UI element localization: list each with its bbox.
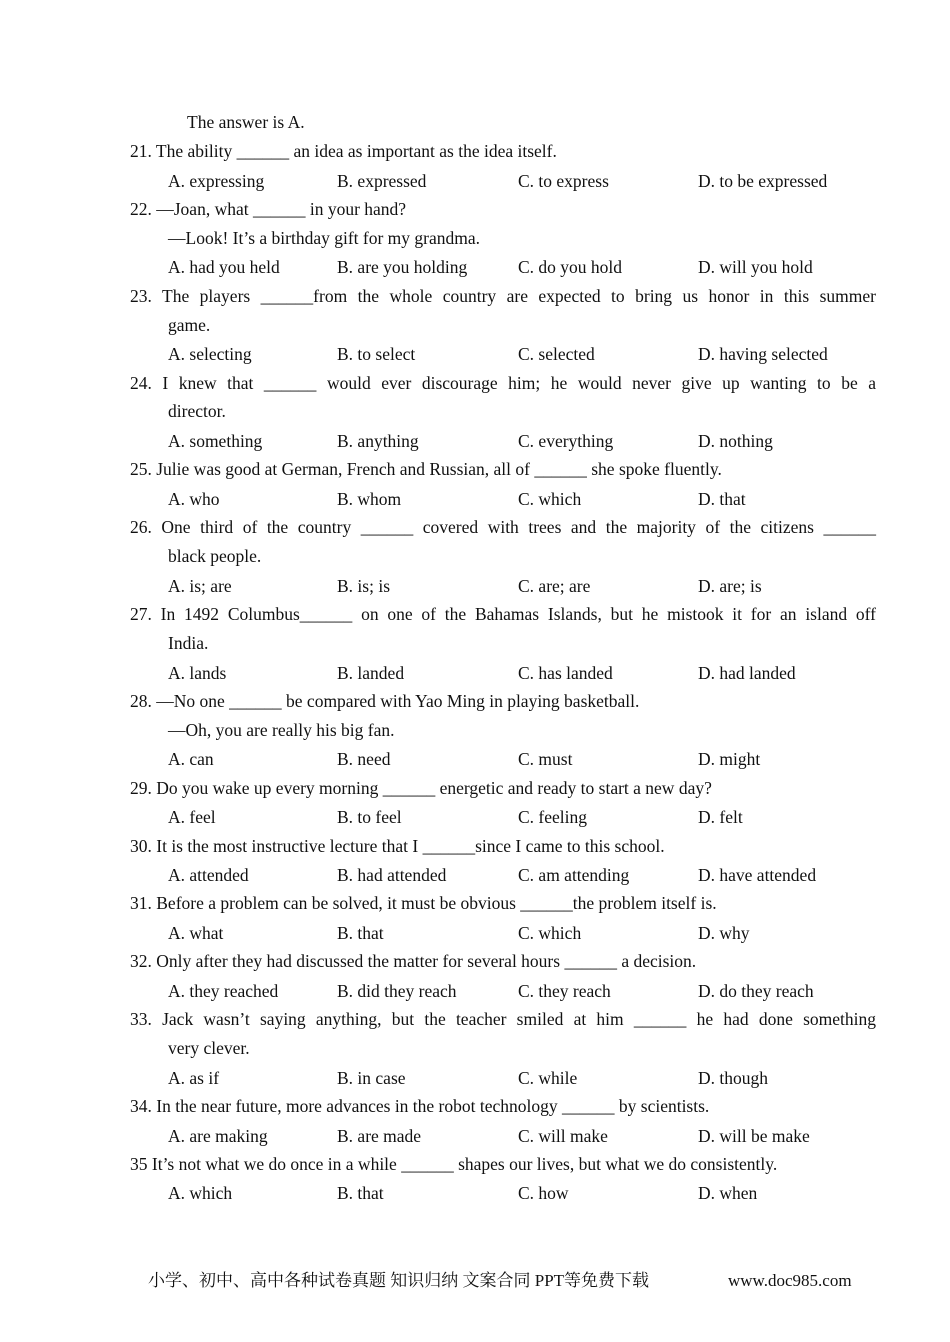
option-c: C. must (518, 749, 573, 769)
option-a: A. lands (168, 663, 227, 683)
question-stem: 24. I knew that ______ would ever discourage him; he would never give up wanting to be a (130, 373, 876, 393)
option-b: B. in case (337, 1068, 406, 1088)
option-d: D. having selected (698, 344, 828, 364)
option-d: D. though (698, 1068, 768, 1088)
option-b: B. had attended (337, 865, 447, 885)
option-d: D. why (698, 923, 750, 943)
option-c: C. am attending (518, 865, 630, 885)
option-c: C. selected (518, 344, 595, 364)
question-stem: 25. Julie was good at German, French and Russian, all of ______ she spoke fluently. (130, 459, 722, 479)
option-c: C. will make (518, 1126, 608, 1146)
question-stem-continuation: India. (168, 633, 209, 653)
answer-note: The answer is A. (187, 112, 305, 132)
question-stem: 28. —No one ______ be compared with Yao Ming in playing basketball. (130, 691, 640, 711)
question-stem-continuation: black people. (168, 546, 262, 566)
option-c: C. while (518, 1068, 578, 1088)
question-stem-continuation: game. (168, 315, 211, 335)
question-stem: 21. The ability ______ an idea as important as the idea itself. (130, 141, 557, 161)
option-b: B. that (337, 923, 384, 943)
footer-link[interactable]: www.doc985.com (728, 1271, 852, 1290)
option-b: B. did they reach (337, 981, 457, 1001)
question-stem-continuation: very clever. (168, 1038, 250, 1058)
option-a: A. can (168, 749, 214, 769)
option-c: C. are; are (518, 576, 591, 596)
option-d: D. will you hold (698, 257, 813, 277)
question-stem: 30. It is the most instructive lecture that I ______since I came to this school. (130, 836, 665, 856)
option-a: A. they reached (168, 981, 279, 1001)
option-a: A. who (168, 489, 220, 509)
option-b: B. need (337, 749, 391, 769)
option-b: B. landed (337, 663, 405, 683)
question-stem: 27. In 1492 Columbus______ on one of the Bahamas Islands, but he mistook it for an island off (130, 604, 876, 624)
option-a: A. are making (168, 1126, 268, 1146)
option-d: D. do they reach (698, 981, 814, 1001)
option-d: D. are; is (698, 576, 762, 596)
option-d: D. that (698, 489, 746, 509)
question-stem: 23. The players ______from the whole country are expected to bring us honor in this summer (130, 286, 876, 306)
option-c: C. they reach (518, 981, 611, 1001)
option-d: D. nothing (698, 431, 773, 451)
option-b: B. is; is (337, 576, 391, 596)
option-c: C. to express (518, 171, 609, 191)
option-a: A. something (168, 431, 263, 451)
option-b: B. are you holding (337, 257, 468, 277)
option-d: D. when (698, 1183, 758, 1203)
option-d: D. might (698, 749, 761, 769)
option-c: C. everything (518, 431, 614, 451)
question-stem: 35 It’s not what we do once in a while ______ shapes our lives, but what we do consistently. (130, 1154, 778, 1174)
question-stem-continuation: —Look! It’s a birthday gift for my grandma. (168, 228, 481, 248)
option-c: C. feeling (518, 807, 588, 827)
option-b: B. to feel (337, 807, 402, 827)
option-d: D. to be expressed (698, 171, 828, 191)
option-d: D. felt (698, 807, 743, 827)
question-stem: 26. One third of the country ______ covered with trees and the majority of the citizens ______ (130, 517, 876, 537)
option-a: A. selecting (168, 344, 252, 364)
question-stem: 31. Before a problem can be solved, it must be obvious ______the problem itself is. (130, 893, 717, 913)
option-d: D. have attended (698, 865, 817, 885)
option-b: B. that (337, 1183, 384, 1203)
question-stem: 22. —Joan, what ______ in your hand? (130, 199, 407, 219)
option-c: C. which (518, 489, 582, 509)
option-a: A. feel (168, 807, 216, 827)
option-b: B. expressed (337, 171, 427, 191)
option-d: D. will be make (698, 1126, 810, 1146)
option-a: A. what (168, 923, 224, 943)
footer-text: 小学、初中、高中各种试卷真题 知识归纳 文案合同 PPT等免费下载 (148, 1271, 650, 1290)
option-b: B. whom (337, 489, 402, 509)
question-stem: 33. Jack wasn’t saying anything, but the teacher smiled at him ______ he had done something (130, 1009, 876, 1029)
option-c: C. which (518, 923, 582, 943)
option-a: A. as if (168, 1068, 220, 1088)
option-b: B. to select (337, 344, 416, 364)
option-a: A. which (168, 1183, 233, 1203)
option-a: A. had you held (168, 257, 280, 277)
option-c: C. how (518, 1183, 569, 1203)
option-a: A. attended (168, 865, 249, 885)
option-d: D. had landed (698, 663, 796, 683)
question-stem: 34. In the near future, more advances in the robot technology ______ by scientists. (130, 1096, 710, 1116)
question-stem: 32. Only after they had discussed the matter for several hours ______ a decision. (130, 951, 697, 971)
option-b: B. are made (337, 1126, 422, 1146)
question-stem: 29. Do you wake up every morning ______ energetic and ready to start a new day? (130, 778, 712, 798)
option-c: C. has landed (518, 663, 613, 683)
option-a: A. expressing (168, 171, 265, 191)
option-a: A. is; are (168, 576, 232, 596)
question-stem-continuation: —Oh, you are really his big fan. (168, 720, 395, 740)
option-c: C. do you hold (518, 257, 623, 277)
option-b: B. anything (337, 431, 419, 451)
question-stem-continuation: director. (168, 401, 226, 421)
